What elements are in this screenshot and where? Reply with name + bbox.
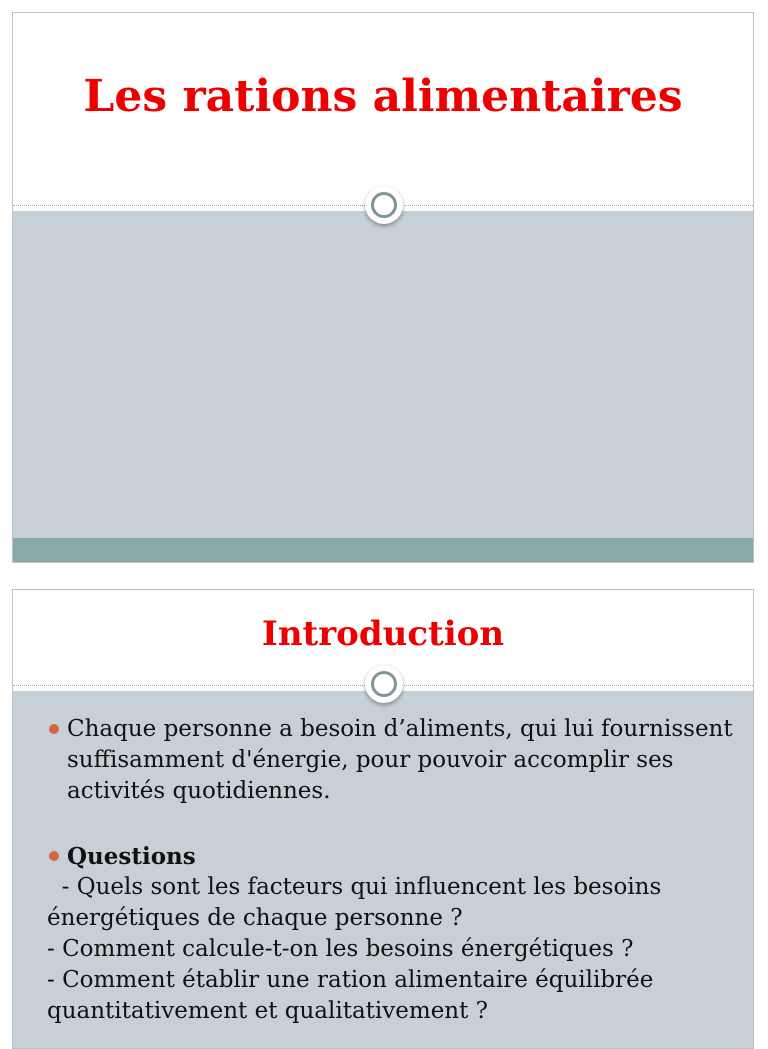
question-line: - Comment établir une ration alimentaire équilibrée quantitativement et qualitativement ? (47, 967, 661, 1024)
circle-ornament-icon (365, 186, 403, 224)
bullet-text: Chaque personne a besoin d’aliments, qui lui fournissent suffisamment d'énergie, pour pouvoir accomplir ses activités quotidiennes. (67, 716, 733, 804)
list-item (47, 714, 733, 807)
content-panel (13, 211, 753, 538)
question-line: - Quels sont les facteurs qui influencent les besoins énergétiques de chaque personne ? (47, 874, 669, 931)
title-slide (12, 12, 754, 563)
question-line: - Comment calcule-t-on les besoins énergétiques ? (47, 936, 634, 962)
bullet-list (47, 714, 733, 1027)
slide-title: Introduction (261, 614, 505, 654)
bottom-band (13, 538, 753, 563)
questions-heading: Questions (67, 843, 196, 870)
slide-title: Les rations alimentaires (83, 71, 683, 122)
bullet-dot-icon (49, 724, 59, 734)
introduction-slide (12, 589, 754, 1049)
bullet-dot-icon (49, 851, 59, 861)
list-item (47, 841, 733, 872)
questions-list (47, 872, 733, 1027)
circle-ornament-icon (365, 665, 403, 703)
